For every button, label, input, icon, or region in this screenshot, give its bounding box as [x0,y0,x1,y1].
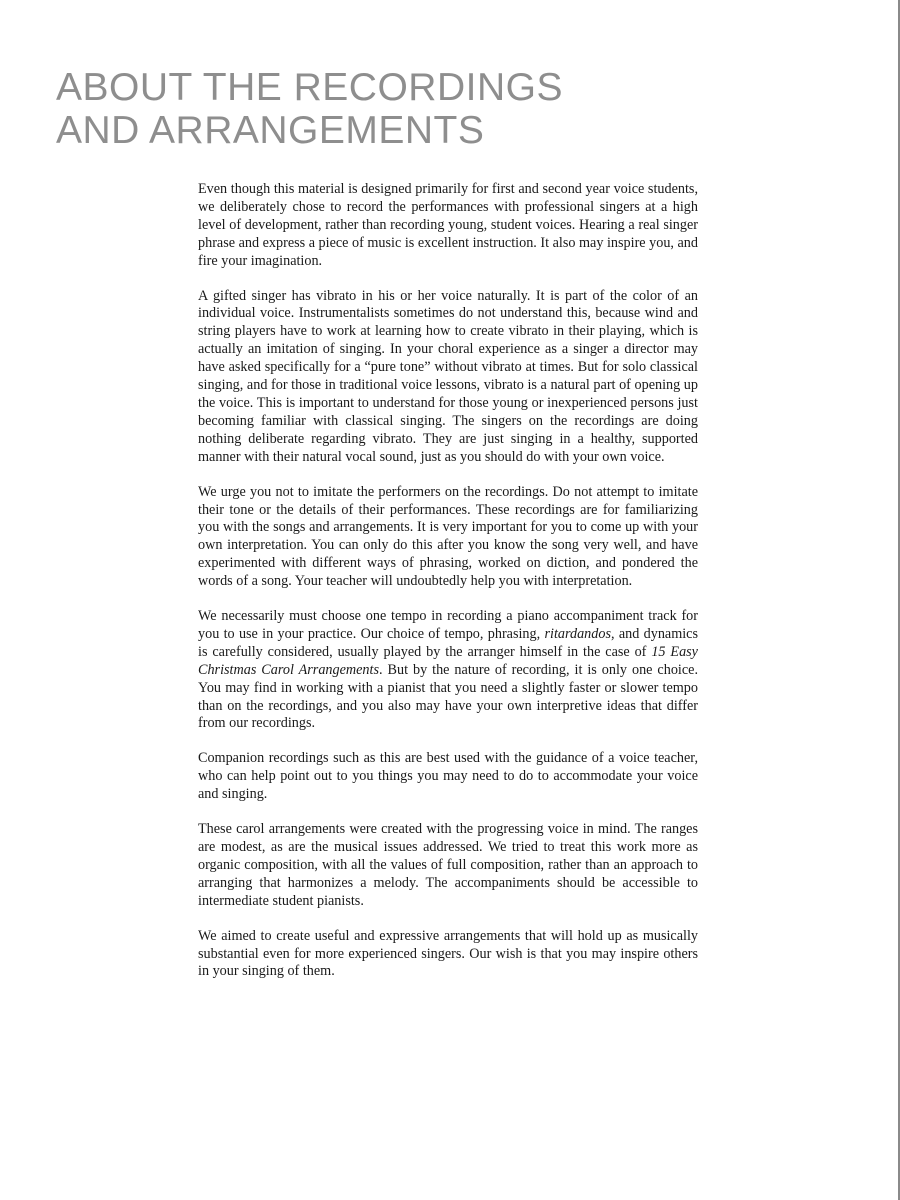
tempo-text-3: . But by the nature of recording, it is only one choice. You may find in working with a pianist that you need a slightly faster or slower tempo than on the recordings, and you also may have your own interpretive ideas that differ from our recordings. [198,661,698,732]
paragraph-arrangements: These carol arrangements were created with the progressing voice in mind. The ranges are modest, as are the musical issues addressed. We tried to treat this work more as organic composition, with all the values of full composition, rather than an approach to arranging that harmonizes a melody. The accompaniments should be accessible to intermediate student pianists. [198,821,698,909]
ritardandos-term: ritardandos [544,625,611,642]
page-title-line-1: ABOUT THE RECORDINGS [56,66,563,109]
paragraph-vibrato: A gifted singer has vibrato in his or her voice naturally. It is part of the color of an individual voice. Instrumentalists sometimes do not understand this, because wind and string players have to work at learning how to create vibrato in their playing, which is actually an imitation of singing. In your choral experience as a singer a director may have asked specifically for a “pure tone” without vibrato at times. But for solo classical singing, and for those in traditional voice lessons, vibrato is a natural part of opening up the voice. This is important to understand for those young or inexperienced persons just becoming familiar with classical singing. The singers on the recordings are doing nothing deliberate regarding vibrato. They are just singing in a healthy, supported manner with their natural vocal sound, just as you should do with your own voice. [198,287,698,465]
book-title: 15 Easy Christmas Carol Arrangements [198,643,698,678]
paragraph-intro: Even though this material is designed primarily for first and second year voice students, we deliberately chose to record the performances with professional singers at a high level of development, rather than recording young, student voices. Hearing a real singer phrase and express a piece of music is excellent instruction. It also may inspire you, and fire your imagination. [198,181,698,269]
tempo-text-2: , and dynamics is carefully considered, usually played by the arranger himself in the case of [198,625,699,660]
paragraph-imitation: We urge you not to imitate the performers on the recordings. Do not attempt to imitate their tone or the details of their performances. These recordings are for familiarizing you with the songs and arrangements. It is very important for you to come up with your own interpretation. You can only do this after you know the song very well, and have experimented with different ways of phrasing, worked on diction, and pondered the words of a song. Your teacher will undoubtedly help you with interpretation. [198,483,698,590]
body-text [198,181,698,998]
paragraph-aim: We aimed to create useful and expressive arrangements that will hold up as musically substantial even for more experienced singers. Our wish is that you may inspire others in your singing of them. [198,927,698,980]
paragraph-tempo [198,608,698,733]
paragraph-companion: Companion recordings such as this are best used with the guidance of a voice teacher, who can help point out to you things you may need to do to accommodate your voice and singing. [198,750,698,803]
page-title [56,66,563,152]
tempo-text-1: We necessarily must choose one tempo in recording a piano accompaniment track for you to use in your practice. Our choice of tempo, phrasing, [198,608,698,642]
page-title-line-2: AND ARRANGEMENTS [56,109,485,152]
